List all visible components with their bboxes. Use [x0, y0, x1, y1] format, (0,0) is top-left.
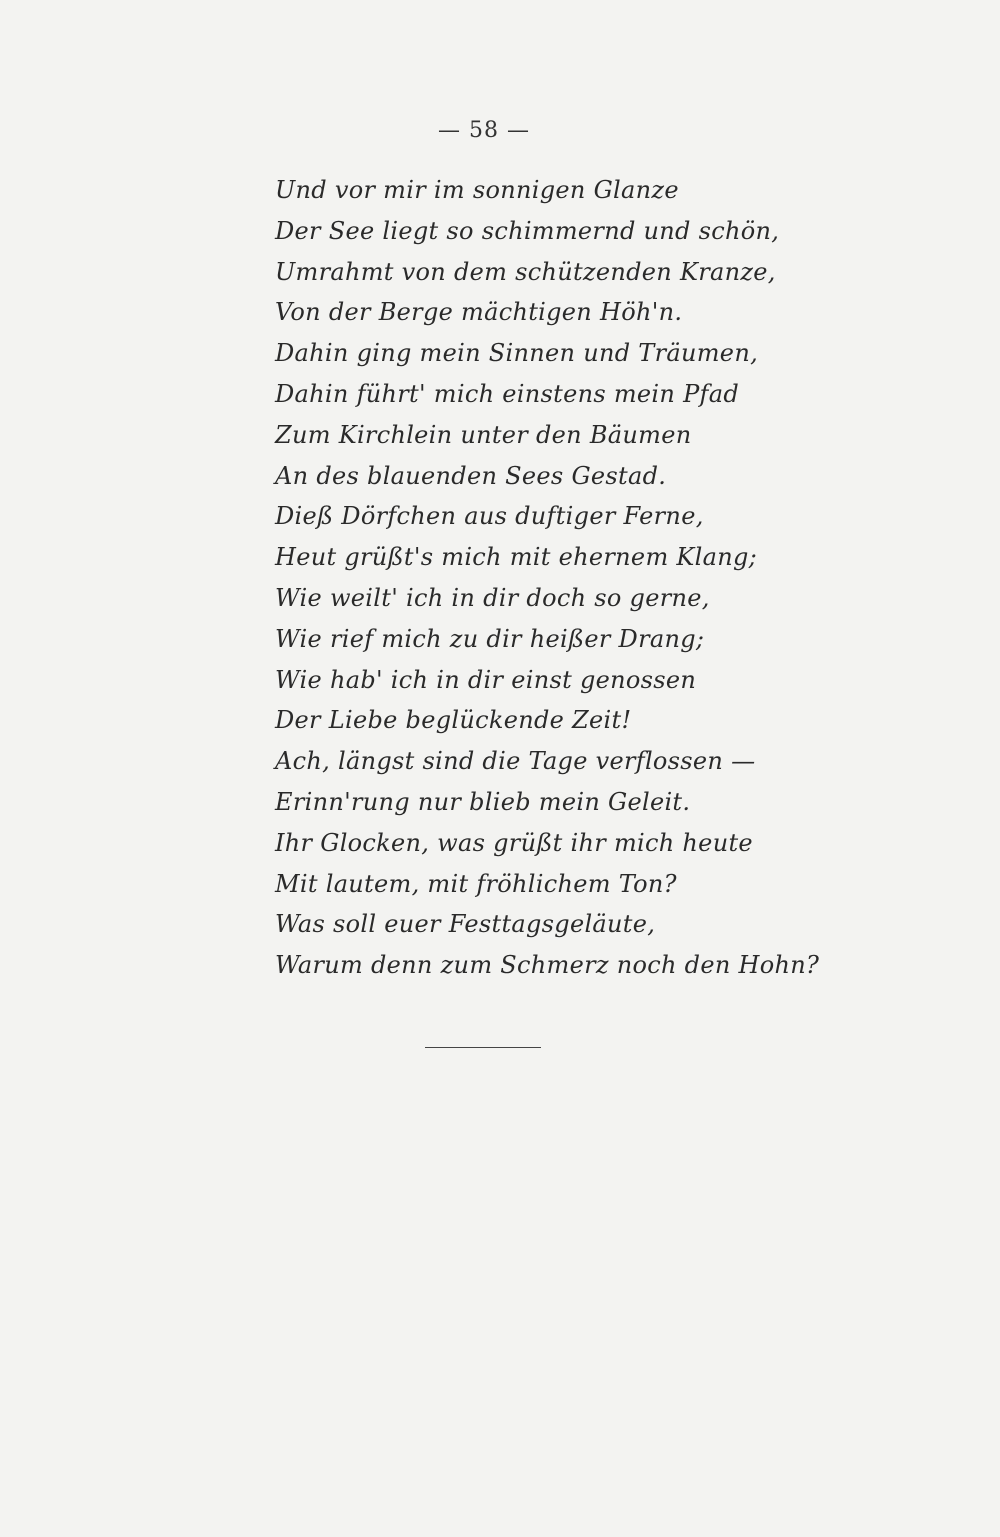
poem-line: Der See liegt so schimmernd und schön,	[275, 216, 780, 245]
poem-line: Dahin ging mein Sinnen und Träumen,	[275, 339, 758, 368]
poem-line: Umrahmt von dem schützenden Kranze,	[275, 257, 776, 286]
poem-line: An des blauenden Sees Gestad.	[275, 461, 667, 490]
section-divider	[425, 1047, 541, 1048]
poem-line: Warum denn zum Schmerz noch den Hohn?	[275, 951, 820, 980]
poem-line: Ach, längst sind die Tage verflossen —	[275, 747, 756, 776]
poem-line: Und vor mir im sonnigen Glanze	[275, 176, 679, 204]
poem-line: Heut grüßt's mich mit ehernem Klang;	[275, 543, 758, 572]
poem-line: Dieß Dörfchen aus duftiger Ferne,	[275, 502, 704, 531]
poem-line: Zum Kirchlein unter den Bäumen	[275, 420, 692, 449]
poem	[275, 170, 820, 986]
poem-line: Dahin führt' mich einstens mein Pfad	[275, 379, 739, 408]
poem-line: Wie hab' ich in dir einst genossen	[275, 665, 697, 694]
poem-line: Ihr Glocken, was grüßt ihr mich heute	[275, 828, 753, 857]
poem-line: Was soll euer Festtagsgeläute,	[275, 910, 656, 939]
page-number: — 58 —	[438, 118, 530, 143]
poem-line: Wie rief mich zu dir heißer Drang;	[275, 624, 705, 653]
poem-line: Erinn'rung nur blieb mein Geleit.	[275, 787, 691, 816]
poem-line: Wie weilt' ich in dir doch so gerne,	[275, 583, 710, 612]
poem-line: Von der Berge mächtigen Höh'n.	[275, 298, 683, 327]
poem-line: Der Liebe beglückende Zeit!	[275, 706, 632, 735]
poem-line: Mit lautem, mit fröhlichem Ton?	[275, 869, 677, 898]
